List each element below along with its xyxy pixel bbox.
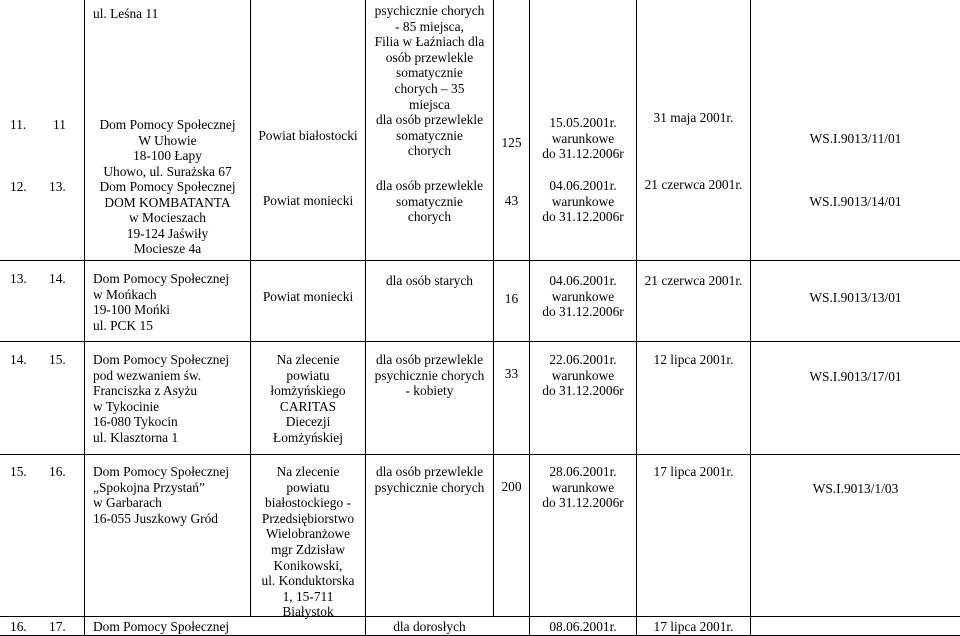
col-divider-1 [84, 0, 85, 636]
row13-period: 04.06.2001r. warunkowe do 31.12.2006r [542, 273, 624, 320]
row15-places: 200 [501, 479, 522, 494]
row12-profile: dla osób przewlekle somatycznie chorych [375, 178, 484, 225]
row15-decision-date: 17 lipca 2001r. [653, 464, 734, 479]
col-divider-7 [750, 0, 751, 636]
row-divider-2 [0, 341, 960, 342]
row-divider-3 [0, 454, 960, 455]
row16-decision-date: 17 lipca 2001r. [653, 619, 734, 634]
row16-profile: dla dorosłych [393, 619, 466, 634]
row14-period: 22.06.2001r. warunkowe do 31.12.2006r [542, 352, 624, 399]
row13-decision-date: 21 czerwca 2001r. [644, 273, 743, 288]
row15-name: Dom Pomocy Społecznej „Spokojna Przystań” w Garbarach 16-055 Juszkowy Gród [93, 464, 230, 526]
row11-lp: 11. [10, 117, 27, 132]
row-divider-1 [0, 260, 960, 261]
address-tail: ul. Leśna 11 [93, 6, 159, 21]
row16-no: 17. [49, 619, 66, 634]
row14-places: 33 [504, 366, 519, 381]
row11-name: Dom Pomocy Społecznej W Uhowie 18-100 Łapy Uhowo, ul. Surażska 67 [99, 117, 236, 179]
row14-no: 15. [49, 352, 66, 367]
row12-decision-date: 21 czerwca 2001r. [644, 177, 743, 192]
profile-tail: psychicznie chorych - 85 miejsca, Filia w Łaźniach dla osób przewlekle somatycznie chorych – 35 miejsca [374, 3, 485, 112]
row14-name: Dom Pomocy Społecznej pod wezwaniem św. Franciszka z Asyżu w Tykocinie 16-080 Tykocin ul. Klasztorna 1 [93, 352, 230, 445]
row11-ref: WS.I.9013/11/01 [809, 131, 902, 146]
row13-organ: Powiat moniecki [262, 289, 354, 304]
row12-lp: 12. [10, 179, 27, 194]
row13-no: 14. [49, 271, 66, 286]
row14-profile: dla osób przewlekle psychicznie chorych - kobiety [374, 352, 485, 399]
row11-profile: dla osób przewlekle somatycznie chorych [375, 112, 484, 159]
row12-places: 43 [504, 193, 519, 208]
row15-profile: dla osób przewlekle psychicznie chorych [374, 464, 485, 495]
row15-ref: WS.I.9013/1/03 [812, 481, 899, 496]
row14-organ: Na zlecenie powiatu łomżyńskiego CARITAS Diecezji Łomżyńskiej [270, 352, 346, 445]
row15-no: 16. [49, 464, 66, 479]
row11-organ: Powiat białostocki [258, 128, 358, 143]
row16-name: Dom Pomocy Społecznej [93, 619, 230, 634]
row14-lp: 14. [10, 352, 27, 367]
row15-organ: Na zlecenie powiatu białostockiego - Przedsiębiorstwo Wielobranżowe mgr Zdzisław Konikowski, ul. Konduktorska 1, 15-711 Białystok [261, 464, 355, 620]
row-divider-4 [0, 616, 960, 617]
row11-no: 11 [53, 117, 66, 132]
row13-lp: 13. [10, 271, 27, 286]
row12-no: 13. [49, 179, 66, 194]
row12-ref: WS.I.9013/14/01 [809, 194, 902, 209]
row15-period: 28.06.2001r. warunkowe do 31.12.2006r [542, 464, 624, 511]
row12-name: Dom Pomocy Społecznej DOM KOMBATANTA w Mocieszach 19-124 Jaświły Mociesze 4a [99, 179, 236, 257]
row15-lp: 15. [10, 464, 27, 479]
row11-decision-date: 31 maja 2001r. [653, 110, 734, 125]
row13-name: Dom Pomocy Społecznej w Mońkach 19-100 Mońki ul. PCK 15 [93, 271, 230, 333]
row16-period: 08.06.2001r. [549, 619, 617, 634]
col-divider-4 [493, 0, 494, 616]
row11-places: 125 [501, 135, 522, 150]
row13-profile: dla osób starych [385, 273, 474, 288]
row11-period: 15.05.2001r. warunkowe do 31.12.2006r [542, 115, 624, 162]
row13-ref: WS.I.9013/13/01 [809, 290, 902, 305]
row12-period: 04.06.2001r. warunkowe do 31.12.2006r [542, 178, 624, 225]
row12-organ: Powiat moniecki [262, 193, 354, 208]
col-divider-6 [636, 0, 637, 636]
row14-decision-date: 12 lipca 2001r. [653, 352, 734, 367]
row14-ref: WS.I.9013/17/01 [809, 369, 902, 384]
row13-places: 16 [504, 291, 519, 306]
row16-lp: 16. [10, 619, 27, 634]
